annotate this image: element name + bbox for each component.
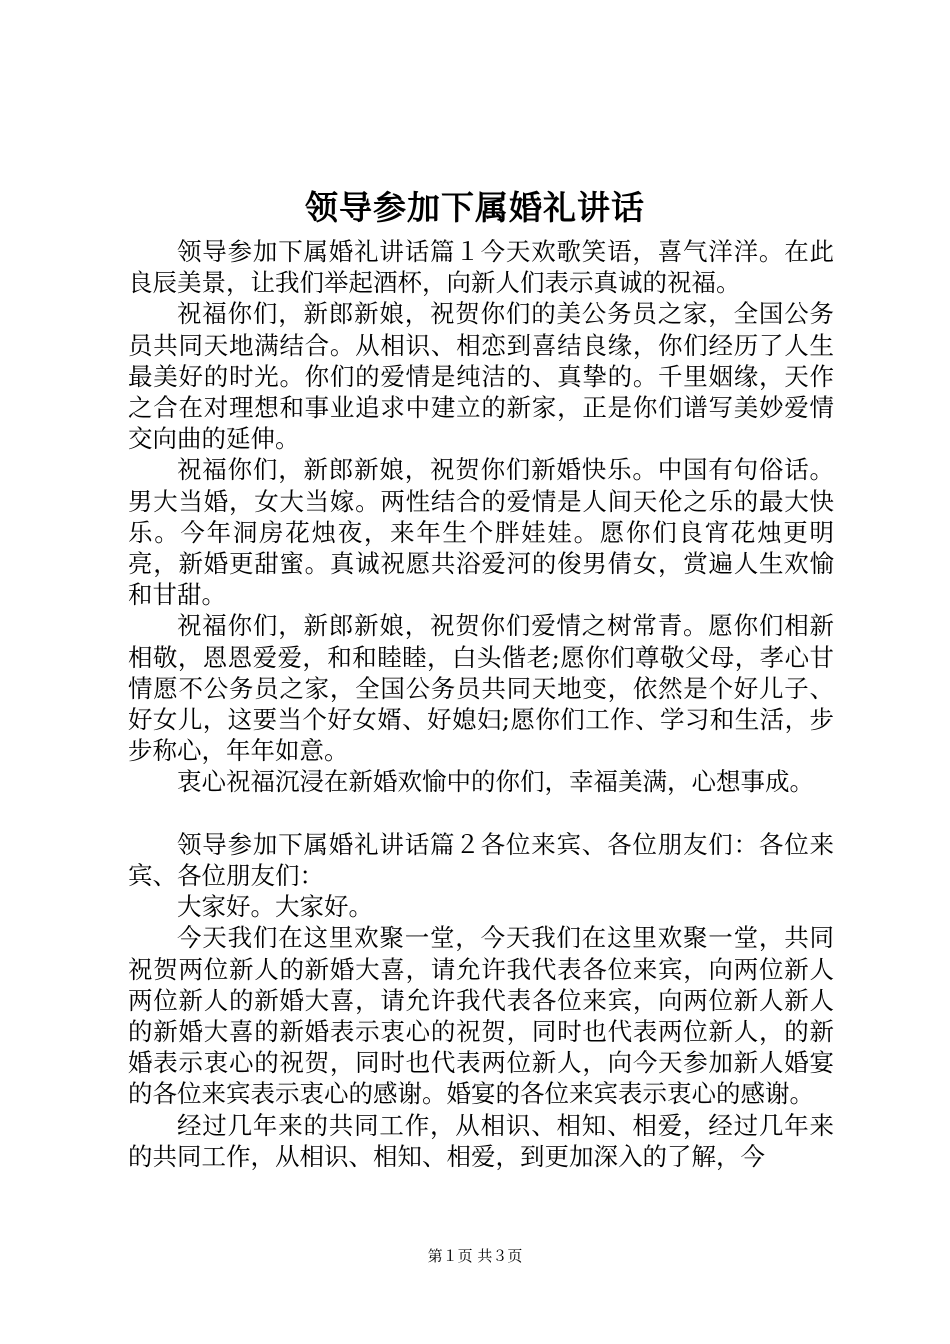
paragraph: 领导参加下属婚礼讲话篇１今天欢歌笑语，喜气洋洋。在此良辰美景，让我们举起酒杯，向新人们表示真诚的祝福。 (128, 237, 834, 298)
paragraph: 今天我们在这里欢聚一堂，今天我们在这里欢聚一堂，共同祝贺两位新人的新婚大喜，请允许我代表各位来宾，向两位新人两位新人的新婚大喜，请允许我代表各位来宾，向两位新人新人的新婚大喜的新婚表示衷心的祝贺，同时也代表两位新人，的新婚表示衷心的祝贺，同时也代表两位新人，向今天参加新人婚宴的各位来宾表示衷心的感谢。婚宴的各位来宾表示衷心的感谢。 (128, 923, 834, 1109)
paragraph: 祝福你们，新郎新娘，祝贺你们爱情之树常青。愿你们相新相敬，恩恩爱爱，和和睦睦，白头偕老;愿你们尊敬父母，孝心甘情愿不公务员之家，全国公务员共同天地变，依然是个好儿子、好女儿，这要当个好女婿、好媳妇;愿你们工作、学习和生活，步步称心，年年如意。 (128, 611, 834, 766)
paragraph: 领导参加下属婚礼讲话篇２各位来宾、各位朋友们：各位来宾、各位朋友们： (128, 829, 834, 891)
document-body (128, 236, 834, 1172)
paragraph: 经过几年来的共同工作，从相识、相知、相爱，经过几年来的共同工作，从相识、相知、相爱，到更加深入的了解，今 (128, 1110, 834, 1171)
document-title: 领导参加下属婚礼讲话 (305, 188, 645, 227)
paragraph: 祝福你们，新郎新娘，祝贺你们新婚快乐。中国有句俗话。男大当婚，女大当嫁。两性结合的爱情是人间天伦之乐的最大快乐。今年洞房花烛夜，来年生个胖娃娃。愿你们良宵花烛更明亮，新婚更甜蜜。真诚祝愿共浴爱河的俊男倩女，赏遍人生欢愉和甘甜。 (128, 455, 834, 610)
paragraph: 大家好。大家好。 (177, 892, 373, 922)
page-footer: 第１页 共３页 (427, 1247, 523, 1265)
paragraph: 祝福你们，新郎新娘，祝贺你们的美公务员之家，全国公务员共同天地满结合。从相识、相恋到喜结良缘，你们经历了人生最美好的时光。你们的爱情是纯洁的、真挚的。千里姻缘，天作之合在对理想和事业追求中建立的新家，正是你们谱写美妙爱情交向曲的延伸。 (128, 299, 834, 454)
paragraph: 衷心祝福沉浸在新婚欢愉中的你们，幸福美满，心想事成。 (177, 767, 814, 797)
paragraph-gap (128, 798, 834, 829)
